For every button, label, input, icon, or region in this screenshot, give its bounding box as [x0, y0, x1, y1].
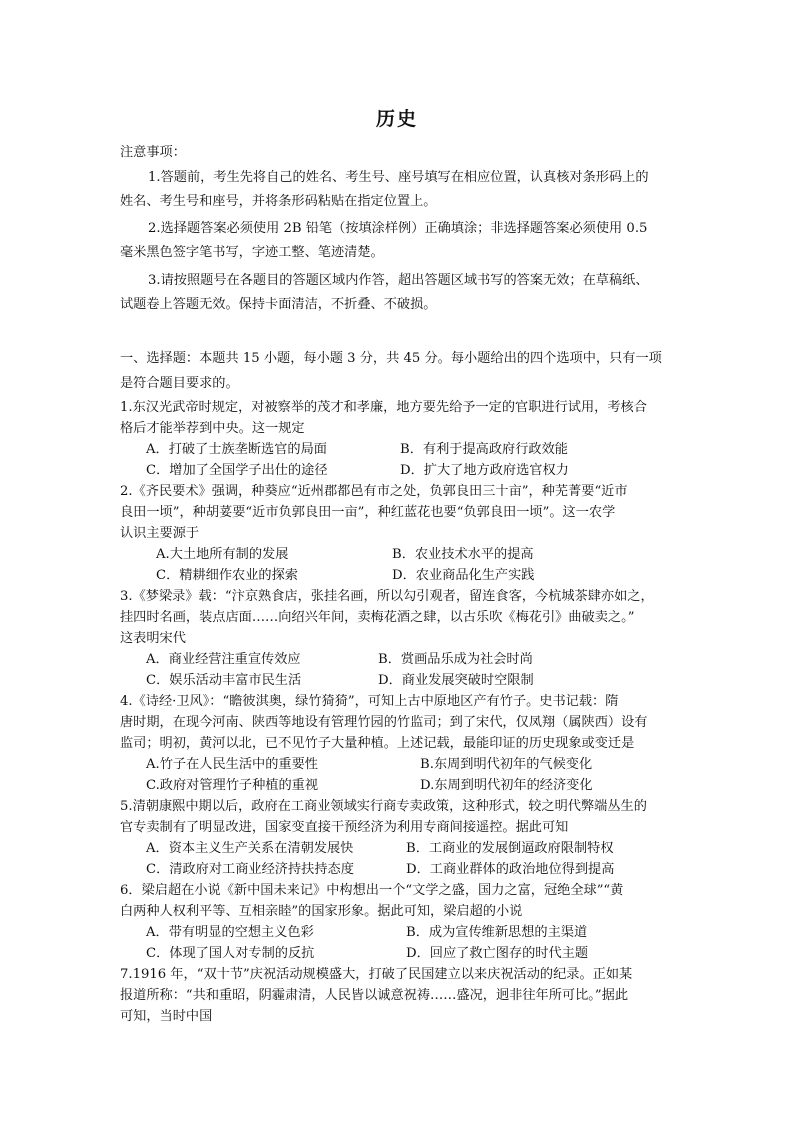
section-heading: 一、选择题：本题共 15 小题，每小题 3 分，共 45 分。每小题给出的四个选项中，只有一项: [120, 351, 662, 366]
question-3-text-cont2: 这表明宋代: [120, 631, 186, 646]
notice-item-2: 2.选择题答案必须使用 2B 铅笔（按填涂样例）正确填涂；非选择题答案必须使用 0.5: [148, 221, 648, 236]
question-5-option-c: C．清政府对工商业经济持扶持态度: [146, 862, 354, 877]
question-1-option-c: C．增加了全国学子出仕的途径: [146, 463, 328, 478]
question-6-text-cont: 白两种人权利平等、互相亲睦”的国家形象。据此可知，梁启超的小说: [120, 904, 523, 919]
question-1-text: 1.东汉光武帝时规定，对被察举的茂才和孝廉，地方要先给予一定的官职进行试用，考核合: [120, 400, 647, 415]
notice-item-3: 3.请按照题号在各题目的答题区域内作答，超出答题区域书写的答案无效；在草稿纸、: [148, 273, 649, 288]
question-5-option-a: A．资本主义生产关系在清朝发展快: [146, 841, 354, 856]
question-4-text-cont2: 监司；明初，黄河以北，已不见竹子大量种植。上述记载，最能印证的历史现象或变迁是: [120, 736, 635, 751]
question-1-option-d: D．扩大了地方政府选官权力: [400, 463, 569, 478]
question-2-option-d: D．农业商品化生产实践: [392, 568, 535, 583]
question-2-option-a: A.大土地所有制的发展: [156, 547, 289, 562]
question-3-option-a: A．商业经营注重宣传效应: [146, 652, 301, 667]
question-3-option-d: D．商业发展突破时空限制: [378, 673, 534, 688]
question-2-option-b: B．农业技术水平的提高: [392, 547, 534, 562]
section-heading-cont: 是符合题目要求的。: [120, 376, 239, 391]
question-4-option-d: D.东周到明代初年的经济变化: [420, 778, 593, 793]
question-5-text: 5.清朝康熙中期以后，政府在工商业领域实行商专卖政策，这种形式，较之明代弊端丛生的: [120, 799, 647, 814]
notice-heading: 注意事项：: [120, 145, 186, 160]
question-3-text: 3.《梦梁录》载：“汴京熟食店，张挂名画，所以勾引观者，留连食客，今杭城茶肆亦如之，: [120, 589, 654, 604]
question-1-option-a: A．打破了士族垄断选官的局面: [146, 442, 327, 457]
question-3-option-b: B．赏画品乐成为社会时尚: [378, 652, 533, 667]
question-2-text: 2.《齐民要术》强调，种葵应“近州郡都邑有市之处，负郭良田三十亩”，种芜菁要“近市: [120, 484, 628, 499]
question-5-option-b: B．工商业的发展倒逼政府限制特权: [406, 841, 614, 856]
question-4-text: 4.《诗经·卫风》：“瞻彼淇奥，绿竹猗猗”，可知上古中原地区产有竹子。史书记载：隋: [120, 694, 619, 709]
question-1-text-cont: 格后才能举荐到中央。这一规定: [120, 421, 305, 436]
notice-item-1: 1.答题前，考生先将自己的姓名、考生号、座号填写在相应位置，认真核对条形码上的: [148, 170, 649, 185]
notice-item-3-cont: 试题卷上答题无效。保持卡面清洁，不折叠、不破损。: [120, 297, 437, 312]
notice-item-2-cont: 毫米黑色签字笔书写，字迹工整、笔迹清楚。: [120, 245, 384, 260]
question-2-option-c: C．精耕细作农业的探索: [156, 568, 298, 583]
question-2-text-cont: 良田一顷”，种胡荽要“近市负郭良田一亩”，种红蓝花也要“负郭良田一顷”。这一农学: [120, 505, 616, 520]
question-4-text-cont: 唐时期，在现今河南、陕西等地设有管理竹园的竹监司；到了宋代，仅凤翔（属陕西）设有: [120, 715, 648, 730]
question-6-text: 6．梁启超在小说《新中国未来记》中构想出一个“文学之盛，国力之富，冠绝全球”“黄: [120, 883, 624, 898]
question-5-text-cont: 官专卖制有了明显改进，国家变直接干预经济为利用专商间接遥控。据此可知: [120, 820, 569, 835]
question-1-option-b: B．有利于提高政府行政效能: [400, 442, 568, 457]
question-4-option-c: C.政府对管理竹子种植的重视: [146, 778, 319, 793]
question-4-option-a: A.竹子在人民生活中的重要性: [146, 757, 318, 772]
page-title: 历史: [375, 108, 418, 130]
question-5-option-d: D．工商业群体的政治地位得到提高: [406, 862, 615, 877]
question-7-text-cont2: 可知，当时中国: [120, 1009, 213, 1024]
question-7-text: 7.1916 年，“双十节”庆祝活动规模盛大，打破了民国建立以来庆祝活动的纪录。正如某: [120, 967, 633, 982]
question-3-text-cont: 挂四时名画，装点店面……向绍兴年间，卖梅花酒之肆，以古乐吹《梅花引》曲破卖之。”: [120, 610, 635, 625]
question-7-text-cont: 报道所称：“共和重昭，阴霾肃清，人民皆以诚意祝祷……盛况，迥非往年所可比。”据此: [120, 988, 629, 1003]
question-3-option-c: C．娱乐活动丰富市民生活: [146, 673, 302, 688]
question-6-option-b: B．成为宣传维新思想的主渠道: [406, 925, 588, 940]
question-4-option-b: B.东周到明代初年的气候变化: [420, 757, 593, 772]
question-6-option-d: D．回应了救亡图存的时代主题: [406, 946, 589, 961]
question-6-option-c: C．体现了国人对专制的反抗: [146, 946, 315, 961]
question-2-text-cont2: 认识主要源于: [120, 526, 200, 541]
notice-item-1-cont: 姓名、考生号和座号，并将条形码粘贴在指定位置上。: [120, 194, 437, 209]
question-6-option-a: A．带有明显的空想主义色彩: [146, 925, 314, 940]
